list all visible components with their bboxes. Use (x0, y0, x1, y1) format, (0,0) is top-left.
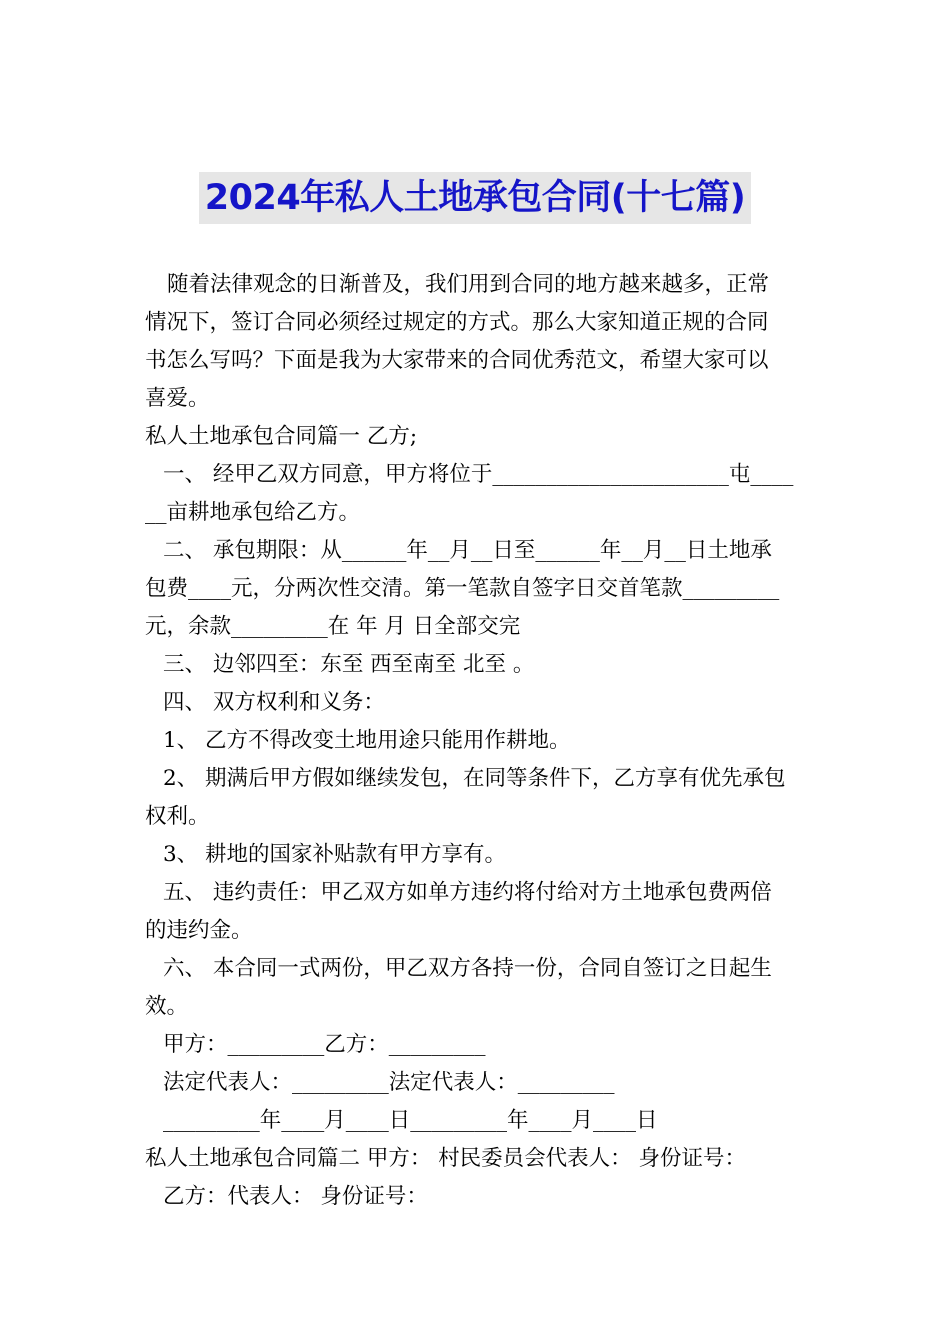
clause-5-line-2: 的违约金。 (145, 918, 253, 943)
clause-4-item-1: 1、 乙方不得改变土地用途只能用作耕地。 (163, 728, 571, 753)
clause-2-line-1: 二、 承包期限：从______年__月__日至______年__月__日土地承 (163, 538, 772, 563)
signature-dates: _________年____月____日_________年____月____日 (163, 1108, 658, 1133)
intro-line-4: 喜爱。 (145, 386, 210, 411)
signature-representatives: 法定代表人：_________法定代表人：_________ (163, 1070, 615, 1095)
clause-5-line-1: 五、 违约责任：甲乙双方如单方违约将付给对方土地承包费两倍 (163, 880, 772, 905)
document-title-wrapper (0, 172, 950, 224)
section-2-party-b: 乙方：代表人： 身份证号： (163, 1184, 428, 1209)
clause-4-item-3: 3、 耕地的国家补贴款有甲方享有。 (163, 842, 507, 867)
section-heading-1: 私人土地承包合同篇一 乙方; (145, 424, 418, 449)
clause-4-item-2-line-1: 2、 期满后甲方假如继续发包，在同等条件下，乙方享有优先承包 (163, 766, 786, 791)
clause-2-line-2: 包费____元，分两次性交清。第一笔款自签字日交首笔款_________ (145, 576, 780, 601)
clause-1-line-2: __亩耕地承包给乙方。 (145, 500, 361, 525)
signature-parties: 甲方：_________乙方：_________ (163, 1032, 486, 1057)
clause-6-line-1: 六、 本合同一式两份，甲乙双方各持一份，合同自签订之日起生 (163, 956, 772, 981)
intro-line-2: 情况下，签订合同必须经过规定的方式。那么大家知道正规的合同 (145, 310, 769, 335)
intro-line-3: 书怎么写吗？下面是我为大家带来的合同优秀范文，希望大家可以 (145, 348, 769, 373)
clause-6-line-2: 效。 (145, 994, 189, 1019)
document-title: 2024年私人土地承包合同(十七篇) (199, 172, 751, 224)
clause-3: 三、 边邻四至：东至 西至南至 北至 。 (163, 652, 535, 677)
clause-4: 四、 双方权利和义务： (163, 690, 385, 715)
clause-4-item-2-line-2: 权利。 (145, 804, 210, 829)
clause-2-line-3: 元，余款_________在 年 月 日全部交完 (145, 614, 521, 639)
document-body (145, 266, 810, 1216)
intro-line-1: 随着法律观念的日渐普及，我们用到合同的地方越来越多，正常 (167, 272, 770, 297)
clause-1-line-1: 一、 经甲乙双方同意，甲方将位于______________________屯____ (163, 462, 794, 487)
section-heading-2: 私人土地承包合同篇二 甲方： 村民委员会代表人： 身份证号： (145, 1146, 747, 1171)
